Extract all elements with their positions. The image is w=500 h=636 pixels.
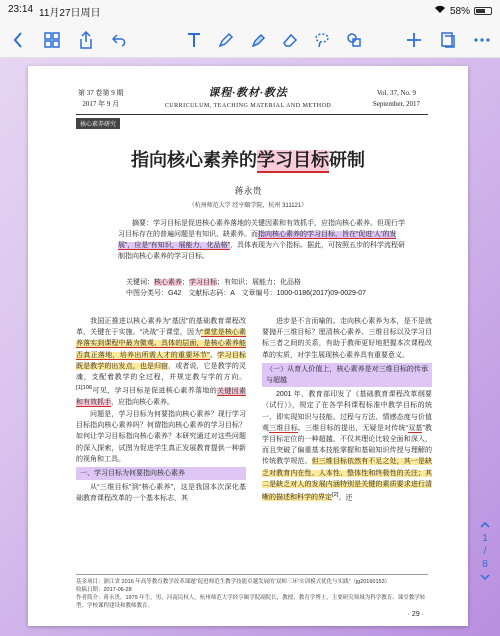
back-chevron-icon[interactable] <box>8 29 28 51</box>
undo-icon[interactable] <box>110 29 130 51</box>
highlighter-tool-icon[interactable] <box>248 29 268 51</box>
header-rule <box>76 114 428 115</box>
body-column-left: 我国正推进以核心素养为“基因”的基础教育课程改革，关键在于实施。“决战”于课堂，因为“课堂是核心素养落实到课程中最为微观、具体的层面，是核心素养能否真正落地，培养出所需人才的重要环节”。学习目标既是教学的出发点，也是归宿，或者说，它是教学的灵魂，支配着教学的全过程，并规定教与学的方向。$^{[1]106}$可见，学习目标是促进核心素养落地的关键因素和有效抓手，应指向核心素养。 问题是，学习目标为何要指向核心素养？现行学习目标指向核心素养吗？何谓指向核心素养的学习目标？如何让学习目标指向核心素养？本研究通过对这些问题的深入探索，试图为促进学生真正发展教育提供一种新的视角和工具。 一、学习目标为何要指向核心素养 从“三维目标”到“核心素养”，这是我国本次深化基础教育课程改革的一个基本标志，其 <box>76 318 247 503</box>
body-column-right: 进步是不言而喻的。走向核心素养为本，是不是就要抛开三维目标？厘清核心素养、三维目标以及学习目标三者之间的关系，有助于教师更好地把握本次课程改革的实质，对学生展现核心素养具有重要意义。 （一）从育人价值上，核心素养是对三维目标的传承与超越 2001 年，教育部印发了《基础教育课程改革纲要（试行）》，规定了在各学科课程标准中教学目标的统一、即实现知识与技能、过程与方法、情感态度与价值观三维目标。三维目标的提出，无疑是对传统“双基”教学目标定位的一种超越，不仅其理论比较全面和深入，而且突破了偏重基本技能掌握和基础知识传授与理解的传统教学规范。但三维目标依然有不足之处，其一是缺乏对教育内在性、人本性、整体性和终极性的关注；其二是缺乏对人的发展内涵特别是关键的素质要求进行清晰的描述和科学的界定[2]。还 <box>262 318 433 502</box>
footnotes: 基金项目：浙江省 2016 年高等教育教学改革课题“促进师范生教学技能卓越发展的‘双师三环’实训模式优化与实践”（jg20160153） 收稿日期：2017-06-28 作者简介：蒋永贵，1979 年生，男，河南民权人，杭州师范大学经亨颐学院副院长，教授，教育学博士，主要研究领域为科学教育、课堂教学转型、学校课程建设和教师教育。 <box>76 574 428 610</box>
more-icon[interactable] <box>472 29 492 51</box>
pages-icon[interactable] <box>438 29 458 51</box>
add-icon[interactable] <box>404 29 424 51</box>
grid-icon[interactable] <box>42 29 62 51</box>
abstract: 摘要：学习目标是促进核心素养落地的关键因素和有效抓手，应指向核心素养。但现行学习目标存在的普遍问题是有知识、缺素养。而指向核心素养的学习目标，旨在“促进‘人’的发展”，应是“有知识，展能力，化品格”，具体表现为六个指标。据此，可按照五步的科学流程研制指向核心素养的学习目标。 <box>118 220 405 260</box>
classification: 中图分类号：G42 文献标志码：A 文章编号：1000-0186(2017)09-0029-07 <box>126 290 367 297</box>
page-number: · 29 · <box>407 611 424 618</box>
pen-tool-icon[interactable] <box>216 29 236 51</box>
scroll-down-icon[interactable] <box>480 572 490 583</box>
subsection-heading: （一）从育人价值上，核心素养是对三维目标的传承与超越 <box>262 363 432 387</box>
battery-percent: 58% <box>449 5 470 17</box>
document-page[interactable] <box>28 66 468 626</box>
journal-subtitle: CURRICULUM, TEACHING MATERIAL AND METHOD <box>164 103 332 109</box>
column-tag: 核心素养研究 <box>76 118 120 129</box>
battery-icon <box>474 7 492 15</box>
shapes-tool-icon[interactable] <box>344 29 364 51</box>
share-icon[interactable] <box>76 29 96 51</box>
article-title: 指向核心素养的学习目标研制 <box>131 150 365 171</box>
status-bar <box>0 0 500 22</box>
status-date: 11月27日周日 <box>39 7 101 19</box>
page-indicator[interactable] <box>480 520 490 583</box>
text-tool-icon[interactable] <box>184 29 204 51</box>
scroll-up-icon[interactable] <box>480 520 490 531</box>
toolbar <box>0 22 500 58</box>
header-right: Vol. 37, No. 9 September, 2017 <box>372 89 420 108</box>
page-divider: / <box>483 546 487 557</box>
wifi-icon <box>434 5 446 17</box>
author: 蒋永贵 <box>234 186 262 196</box>
header-left: 第 37 卷第 9 期 2017 年 9 月 <box>78 89 124 108</box>
keywords: 关键词：核心素养；学习目标；有知识；展能力；化品格 <box>126 279 301 286</box>
lasso-tool-icon[interactable] <box>312 29 332 51</box>
section-heading: 一、学习目标为何要指向核心素养 <box>76 467 246 480</box>
journal-title: 课程·教材·教法 <box>208 87 288 99</box>
total-pages: 8 <box>482 559 488 570</box>
current-page: 1 <box>482 533 488 544</box>
status-time: 23:14 <box>8 3 34 15</box>
affiliation: （杭州师范大学 经亨颐学院，杭州 311121） <box>188 203 308 209</box>
eraser-tool-icon[interactable] <box>280 29 300 51</box>
